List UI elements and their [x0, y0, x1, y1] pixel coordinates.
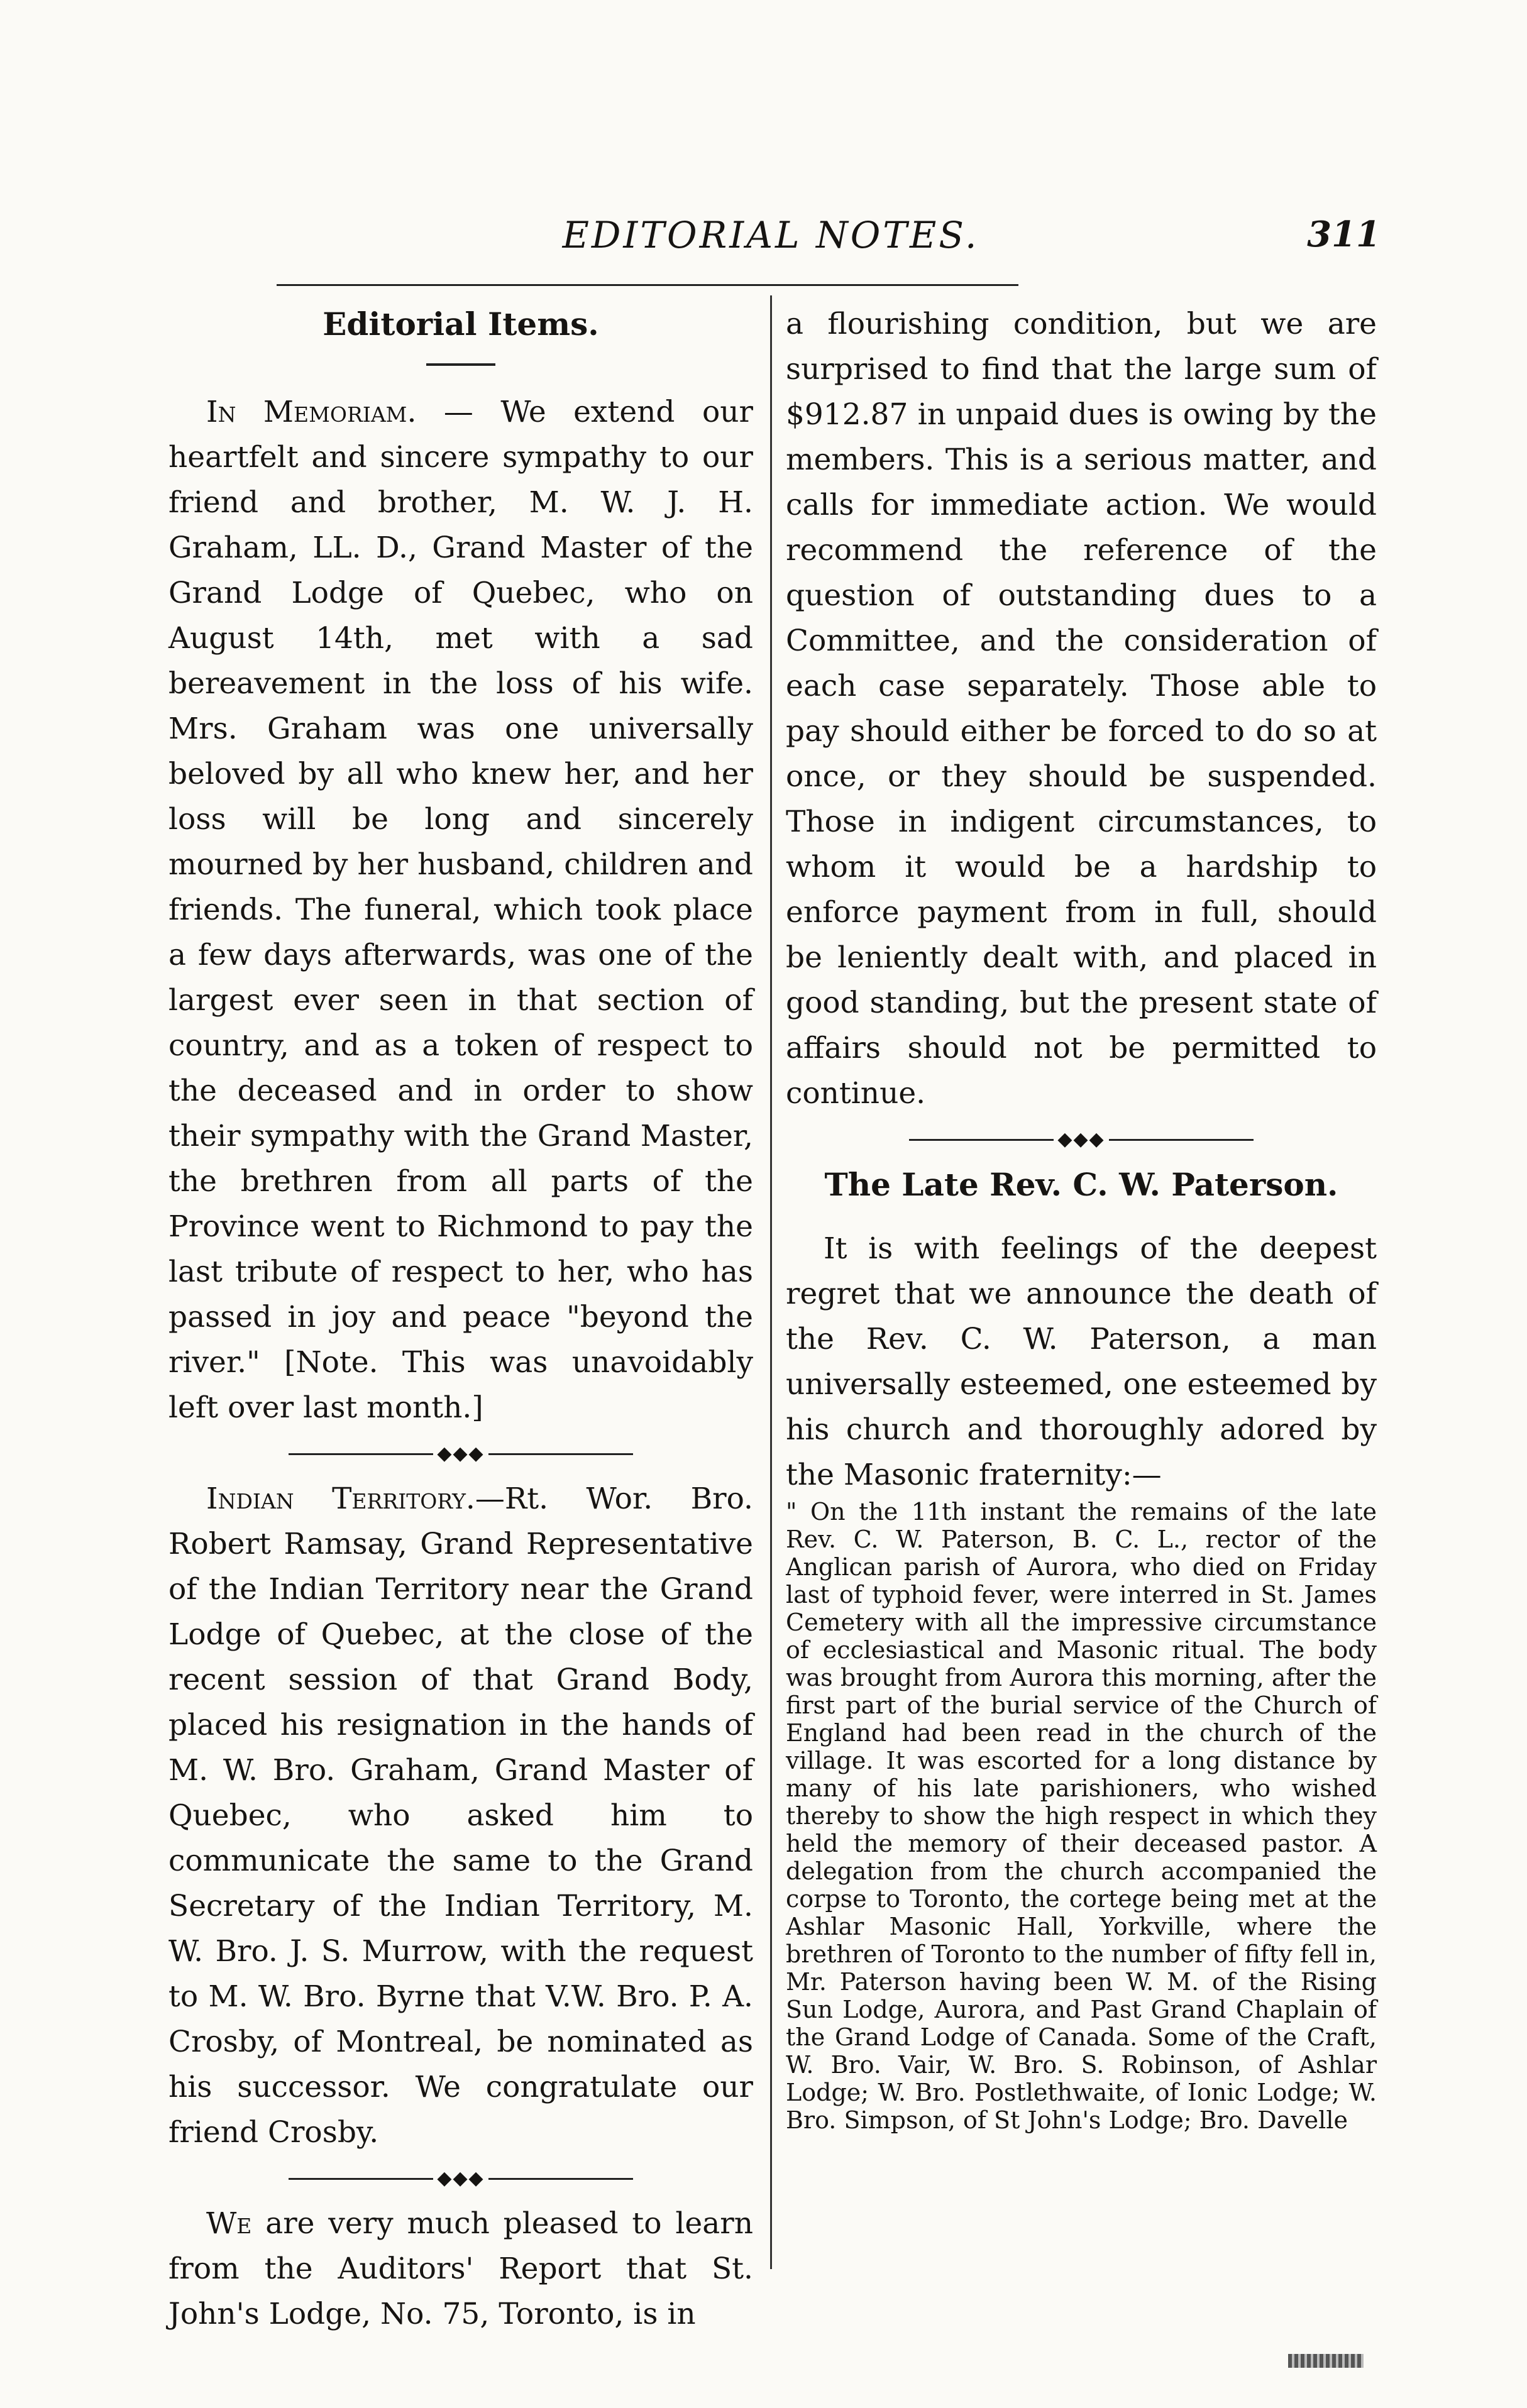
in-memoriam-text: — We extend our heartfelt and sincere sympathy to our friend and brother, M. W. J. H. Graham, LL. D., Grand Master of the Grand Lodge of Quebec, who on August 14th, met with a sad bereavement in the loss of his wife. Mrs. Graham was one universally beloved by all who knew her, and her loss will be long and sincerely mourned by her husband, children and friends. The funeral, which took place a few days afterwards, was one of the largest ever seen in that section of country, and as a token of respect to the deceased and in order to show their sympathy with the Grand Master, the brethren from all parts of the Province went to Richmond to pay the last tribute of respect to her, who has passed in joy and peace "beyond the river." [Note. This was unavoidably left over last month.]: [168, 395, 753, 1425]
page-number: 311: [1307, 214, 1381, 255]
ornament-divider: ◆◆◆: [168, 2159, 753, 2197]
indian-territory-text: —Rt. Wor. Bro. Robert Ramsay, Grand Representative of the Indian Territory near the Grand Lodge of Quebec, at the close of the recent session of that Grand Body, placed his resignation in the hands of M. W. Bro. Graham, Grand Master of Quebec, who asked him to communicate the same to the Grand Secretary of the Indian Territory, M. W. Bro. J. S. Murrow, with the request to M. W. Bro. Byrne that V.W. Bro. P. A. Crosby, of Montreal, be nominated as his successor. We congratulate our friend Crosby.: [168, 1482, 753, 2150]
in-memoriam-paragraph: [168, 390, 753, 1431]
st-johns-lead: We: [206, 2206, 252, 2241]
column-divider: [770, 295, 772, 2269]
left-column: [168, 302, 753, 2337]
st-johns-text: are very much pleased to learn from the Auditors' Report that St. John's Lodge, No. 75, Toronto, is in: [168, 2206, 753, 2331]
st-johns-continuation: a flourishing condition, but we are surprised to find that the large sum of $912.87 in unpaid dues is owing by the members. This is a serious matter, and calls for immediate action. We would recommend the reference of the question of outstanding dues to a Committee, and the consideration of each case separately. Those able to pay should either be forced to do so at once, or they should be suspended. Those in indigent circumstances, to whom it would be a hardship to enforce payment from in full, should be leniently dealt with, and placed in good standing, but the present state of affairs should not be permitted to continue.: [786, 307, 1377, 1111]
ornament-divider: ◆◆◆: [168, 1434, 753, 1473]
section-title: Editorial Items.: [322, 305, 599, 343]
running-head: EDITORIAL NOTES.: [562, 214, 979, 256]
paterson-title: The Late Rev. C. W. Paterson.: [824, 1166, 1338, 1203]
st-johns-paragraph: [168, 2201, 753, 2337]
right-column: [786, 302, 1377, 2134]
ornament-divider: ◆◆◆: [786, 1120, 1377, 1158]
paterson-quote: " On the 11th instant the remains of the late Rev. C. W. Paterson, B. C. L., rector of the Anglican parish of Aurora, who died on Friday last of typhoid fever, were interred in St. James Cemetery with all the impressive circumstance of ecclesiastical and Masonic ritual. The body was brought from Aurora this morning, after the first part of the burial service of the Church of England had been read in the church of the village. It was escorted for a long distance by many of his late parishioners, who wished thereby to show the high respect in which they held the memory of their deceased pastor. A delegation from the church accompanied the corpse to Toronto, the cortege being met at the Ashlar Masonic Hall, Yorkville, where the brethren of Toronto to the number of fifty fell in, Mr. Paterson having been W. M. of the Rising Sun Lodge, Aurora, and Past Grand Chaplain of the Grand Lodge of Canada. Some of the Craft, W. Bro. Vair, W. Bro. S. Robinson, of Ashlar Lodge; W. Bro. Postlethwaite, of Ionic Lodge; W. Bro. Simpson, of St John's Lodge; Bro. Davelle: [786, 1498, 1377, 2134]
section-rule: [426, 363, 495, 366]
header-rule: [277, 284, 1018, 286]
indian-territory-paragraph: [168, 1476, 753, 2155]
indian-territory-lead: Indian Territory.: [206, 1482, 475, 1516]
page-header: [161, 214, 1381, 264]
print-artifact: [1288, 2354, 1364, 2368]
paterson-intro: It is with feelings of the deepest regret that we announce the death of the Rev. C. W. Paterson, a man universally esteemed, one esteemed by his church and thoroughly adored by the Masonic fraternity:—: [786, 1231, 1377, 1492]
in-memoriam-lead: In Memoriam.: [206, 395, 417, 429]
